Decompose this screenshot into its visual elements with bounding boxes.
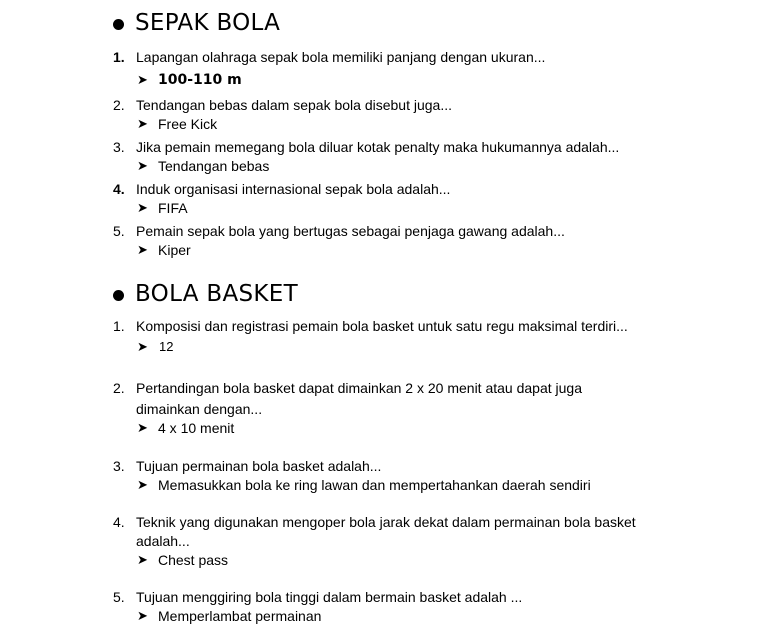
arrow-bullet-icon: ➤	[137, 200, 148, 215]
section-bullet-icon	[113, 19, 124, 30]
question-text: Tujuan permainan bola basket adalah...	[136, 458, 382, 474]
item-number: 4.	[113, 181, 125, 197]
arrow-bullet-icon: ➤	[137, 116, 148, 131]
item-number: 2.	[113, 97, 125, 113]
item-number: 1.	[113, 49, 125, 65]
answer-text: Memperlambat permainan	[158, 608, 322, 624]
arrow-bullet-icon: ➤	[137, 420, 148, 435]
item-number: 4.	[113, 514, 125, 530]
answer-text: 100-110 m	[158, 72, 242, 88]
question-text: Tendangan bebas dalam sepak bola disebut juga...	[136, 97, 453, 113]
arrow-bullet-icon: ➤	[137, 72, 148, 87]
item-number: 3.	[113, 139, 125, 155]
answer-text: Free Kick	[158, 116, 218, 132]
arrow-bullet-icon: ➤	[137, 158, 148, 173]
question-text-continued: dimainkan dengan...	[136, 401, 263, 417]
item-number: 5.	[113, 589, 125, 605]
question-text: Lapangan olahraga sepak bola memiliki panjang dengan ukuran...	[136, 49, 546, 65]
answer-text: Chest pass	[158, 552, 229, 568]
answer-text: 4 x 10 menit	[158, 420, 235, 436]
answer-text: Kiper	[158, 242, 191, 258]
question-text: Jika pemain memegang bola diluar kotak penalty maka hukumannya adalah...	[136, 139, 620, 155]
question-text: Komposisi dan registrasi pemain bola basket untuk satu regu maksimal terdiri...	[136, 318, 628, 334]
question-text: Pemain sepak bola yang bertugas sebagai penjaga gawang adalah...	[136, 223, 565, 239]
question-text: Pertandingan bola basket dapat dimainkan 2 x 20 menit atau dapat juga	[136, 380, 582, 396]
arrow-bullet-icon: ➤	[137, 477, 148, 492]
section-bullet-icon	[113, 290, 124, 301]
item-number: 1.	[113, 318, 125, 334]
section-title-bola-basket: BOLA BASKET	[135, 281, 298, 307]
question-text: Induk organisasi internasional sepak bola adalah...	[136, 181, 451, 197]
section-title-sepak-bola: SEPAK BOLA	[135, 10, 281, 36]
arrow-bullet-icon: ➤	[137, 608, 148, 623]
question-text-continued: adalah...	[136, 533, 190, 549]
answer-text: 12	[159, 339, 174, 354]
question-text: Teknik yang digunakan mengoper bola jarak dekat dalam permainan bola basket	[136, 514, 636, 530]
arrow-bullet-icon: ➤	[137, 552, 148, 567]
answer-text: Memasukkan bola ke ring lawan dan mempertahankan daerah sendiri	[158, 477, 591, 493]
question-text: Tujuan menggiring bola tinggi dalam bermain basket adalah ...	[136, 589, 523, 605]
arrow-bullet-icon: ➤	[137, 339, 148, 354]
item-number: 3.	[113, 458, 125, 474]
arrow-bullet-icon: ➤	[137, 242, 148, 257]
item-number: 2.	[113, 380, 125, 396]
answer-text: Tendangan bebas	[158, 158, 270, 174]
answer-text: FIFA	[158, 200, 188, 216]
item-number: 5.	[113, 223, 125, 239]
